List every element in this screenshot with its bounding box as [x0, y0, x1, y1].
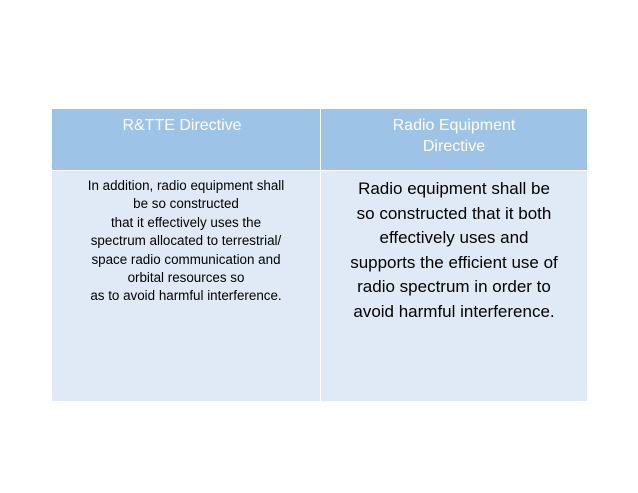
- red-requirement-text: Radio equipment shall be so constructed that it both effectively uses and supports the efficient use of radio spectrum in order to avoid harmful interference.: [350, 179, 558, 321]
- red-requirement-cell: [321, 171, 588, 402]
- comparison-table: [51, 108, 588, 402]
- header-radio-equipment-directive: [321, 109, 588, 171]
- header-rtte-directive: [52, 109, 321, 171]
- rtte-requirement-cell: [52, 171, 321, 402]
- table-row: [52, 171, 588, 402]
- table-header-row: [52, 109, 588, 171]
- header-label: R&TTE Directive: [122, 117, 242, 134]
- rtte-requirement-text: In addition, radio equipment shall be so constructed that it effectively uses the spectrum allocated to terrestrial/ space radio communication and orbital resources so as to avoid harmful interference.: [87, 178, 285, 304]
- header-label: Radio Equipment Directive: [392, 117, 516, 155]
